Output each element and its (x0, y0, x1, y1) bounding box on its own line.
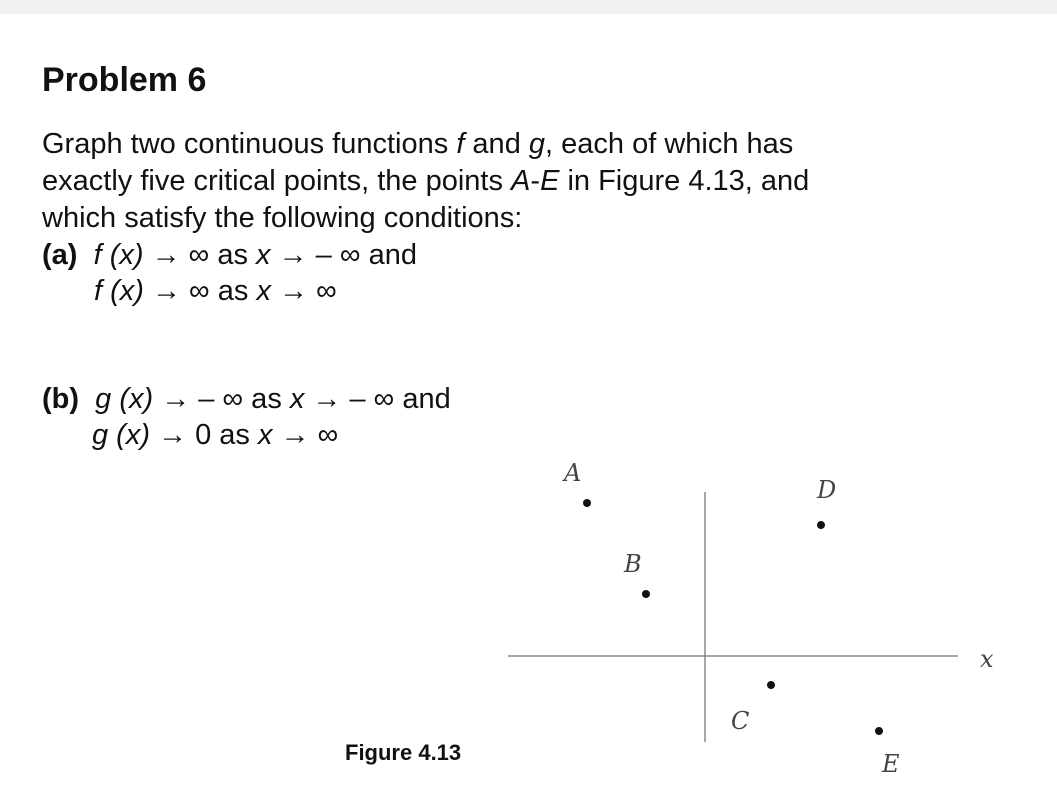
statement-text: - (530, 165, 541, 197)
condition-b-label: (b) (42, 383, 80, 415)
math-text: → ∞ as (143, 275, 257, 307)
function-g: g (528, 128, 546, 160)
point-c-dot (767, 681, 775, 689)
math-text: → 0 as (150, 419, 258, 451)
point-a-dot (583, 499, 591, 507)
function-f: f (456, 128, 465, 160)
point-e-label: E (882, 750, 900, 778)
math-text: → ∞ (270, 275, 337, 307)
figure-caption: Figure 4.13 (345, 740, 462, 765)
math-text: → – ∞ and (270, 239, 417, 271)
point-b-dot (642, 590, 650, 598)
statement-text: and (464, 128, 529, 160)
math-x: x (256, 275, 271, 307)
x-axis-label: x (980, 645, 994, 673)
math-gx: g (x) (92, 419, 150, 451)
math-text: → ∞ (272, 419, 339, 451)
statement-text: in Figure 4.13, and (559, 165, 810, 197)
math-fx: f (x) (93, 239, 144, 271)
math-x: x (256, 239, 271, 271)
statement-line-3: which satisfy the following conditions: (42, 202, 523, 234)
math-x: x (289, 383, 305, 415)
point-d-dot (817, 521, 825, 529)
point-d-label: D (817, 476, 837, 504)
math-fx: f (x) (94, 275, 144, 307)
condition-a-label: (a) (42, 239, 78, 271)
math-x: x (258, 419, 273, 451)
statement-text: exactly five critical points, the points (42, 165, 512, 197)
point-c-label: C (731, 707, 750, 735)
point-b-label: B (624, 550, 642, 578)
point-ref-e: E (540, 165, 560, 197)
statement-text: Graph two continuous functions (42, 128, 457, 160)
math-text: → – ∞ as (153, 383, 290, 415)
statement-text: , each of which has (545, 128, 794, 160)
math-text: → ∞ as (143, 239, 257, 271)
math-gx: g (x) (95, 383, 154, 415)
point-ref-a: A (511, 165, 531, 197)
point-a-label: A (564, 459, 582, 487)
math-text: → – ∞ and (304, 383, 451, 415)
problem-title: Problem 6 (42, 61, 207, 99)
point-e-dot (875, 727, 883, 735)
